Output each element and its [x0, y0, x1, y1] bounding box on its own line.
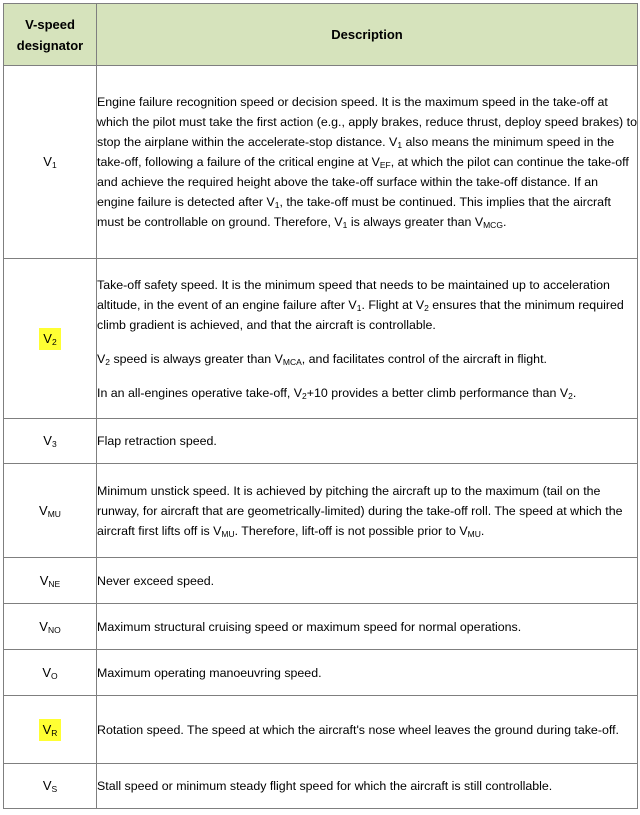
- description-text: . Therefore, lift-off is not possible prior to V: [234, 523, 468, 538]
- designator-cell: [4, 558, 97, 604]
- description-paragraph: [97, 275, 637, 335]
- designator-subscript: 3: [51, 439, 57, 449]
- designator-symbol: V: [39, 572, 49, 588]
- description-text: Maximum operating manoeuvring speed.: [97, 665, 322, 680]
- v-speed-table: [3, 3, 638, 809]
- designator-subscript: NO: [47, 624, 61, 635]
- description-text: +10 provides a better climb performance than V: [306, 385, 569, 400]
- description-text: Minimum unstick speed. It is achieved by pitching the aircraft up to the maximum (tail on the runway, for aircraft that are geometrically-limited) during the take-off roll. The speed at which the aircraft first lifts off is V: [97, 483, 623, 538]
- designator-symbol: V: [42, 778, 52, 793]
- description-text: .: [502, 215, 507, 229]
- description-text: also means the minimum speed in the take-off, following a failure of the critical engine at V: [97, 135, 615, 169]
- highlighted-designator: [39, 328, 60, 350]
- description-paragraph: [97, 571, 637, 591]
- designator-cell: [4, 419, 97, 464]
- designator: [38, 662, 61, 684]
- description-cell: [97, 464, 638, 558]
- description-text: ensures that the minimum required climb gradient is achieved, and that the aircraft is controllable.: [97, 297, 624, 332]
- table-row: [4, 650, 638, 696]
- designator-cell: [4, 464, 97, 558]
- designator: [39, 775, 61, 797]
- designator-subscript: R: [51, 727, 58, 738]
- description-text: Flap retraction speed.: [97, 434, 217, 448]
- designator-cell: [4, 604, 97, 650]
- table-row: [4, 558, 638, 604]
- description-text: .: [480, 523, 485, 538]
- description-paragraph: [97, 349, 637, 369]
- description-text: Stall speed or minimum steady flight speed for which the aircraft is still controllable.: [97, 779, 553, 793]
- description-text: Rotation speed. The speed at which the aircraft's nose wheel leaves the ground during take-off.: [97, 722, 619, 737]
- designator-cell: [4, 259, 97, 419]
- designator: [39, 430, 60, 452]
- description-subscript: 1: [274, 200, 280, 210]
- designator-subscript: 2: [51, 336, 57, 347]
- description-paragraph: [97, 776, 637, 796]
- description-subscript: 2: [302, 390, 307, 401]
- header-description: Description: [97, 4, 638, 66]
- designator-symbol: V: [43, 330, 52, 346]
- description-subscript: 2: [568, 390, 573, 401]
- designator-subscript: NE: [48, 578, 61, 589]
- designator-cell: [4, 66, 97, 259]
- table-header-row: [4, 4, 638, 66]
- description-paragraph: [97, 92, 637, 232]
- description-paragraph: [97, 383, 637, 403]
- designator-symbol: V: [39, 618, 48, 634]
- description-cell: [97, 764, 638, 809]
- table-row: [4, 419, 638, 464]
- designator-subscript: 1: [51, 160, 57, 170]
- description-subscript: 1: [356, 302, 362, 313]
- table-row: [4, 696, 638, 764]
- description-subscript: 2: [105, 356, 110, 367]
- designator-cell: [4, 764, 97, 809]
- description-text: V: [97, 351, 106, 366]
- designator-symbol: V: [43, 154, 52, 169]
- description-cell: [97, 558, 638, 604]
- designator-subscript: S: [51, 784, 58, 794]
- designator-symbol: V: [42, 664, 52, 680]
- designator: [39, 151, 60, 173]
- designator-symbol: V: [43, 433, 52, 448]
- designator-symbol: V: [42, 721, 52, 737]
- description-paragraph: [97, 481, 637, 541]
- description-text: , at which the pilot can continue the take-off and achieve the required height above the take-off surface within the take-off distance. If an engine failure is detected after V: [97, 155, 629, 209]
- designator: [35, 500, 65, 522]
- description-paragraph: [97, 720, 637, 740]
- description-text: Engine failure recognition speed or decision speed. It is the maximum speed in the take-off at which the pilot must take the first action (e.g., apply brakes, reduce thrust, deploy speed brakes) to stop the airplane within the accelerate-stop distance. V: [97, 95, 637, 149]
- description-cell: [97, 696, 638, 764]
- designator-cell: [4, 696, 97, 764]
- highlighted-designator: [39, 719, 62, 741]
- description-subscript: MU: [221, 528, 235, 539]
- description-subscript: EF: [379, 160, 391, 170]
- description-text: Take-off safety speed. It is the minimum speed that needs to be maintained up to acceleration altitude, in the event of an engine failure after V: [97, 277, 610, 312]
- description-subscript: MU: [467, 528, 481, 539]
- description-subscript: 1: [342, 220, 348, 230]
- description-paragraph: [97, 617, 637, 637]
- description-subscript: MCG: [483, 220, 503, 230]
- designator-subscript: O: [51, 670, 58, 681]
- description-subscript: 1: [397, 140, 403, 150]
- designator: [35, 616, 64, 638]
- description-cell: [97, 604, 638, 650]
- description-text: , and facilitates control of the aircraft in flight.: [301, 351, 547, 366]
- table-row: [4, 464, 638, 558]
- header-designator-line1: V-speed: [25, 16, 75, 32]
- designator-symbol: V: [39, 502, 48, 518]
- designator-subscript: MU: [47, 508, 61, 519]
- description-text: speed is always greater than V: [110, 351, 283, 366]
- description-subscript: 2: [424, 302, 429, 313]
- designator: [36, 570, 64, 592]
- description-cell: [97, 259, 638, 419]
- description-cell: [97, 419, 638, 464]
- description-text: In an all-engines operative take-off, V: [97, 385, 303, 400]
- description-cell: [97, 66, 638, 259]
- description-paragraph: [97, 663, 637, 683]
- description-cell: [97, 650, 638, 696]
- table-row: [4, 764, 638, 809]
- table-row: [4, 604, 638, 650]
- header-designator-line2: designator: [16, 37, 84, 53]
- description-text: is always greater than V: [347, 215, 484, 229]
- designator-cell: [4, 650, 97, 696]
- description-paragraph: [97, 431, 637, 451]
- description-text: Never exceed speed.: [97, 573, 215, 588]
- header-designator: [4, 4, 97, 66]
- description-text: . Flight at V: [361, 297, 425, 312]
- description-subscript: MCA: [282, 356, 302, 367]
- description-text: .: [572, 385, 577, 400]
- table-row: [4, 259, 638, 419]
- description-text: Maximum structural cruising speed or maximum speed for normal operations.: [97, 619, 522, 634]
- table-row: [4, 66, 638, 259]
- description-text: , the take-off must be continued. This implies that the aircraft must be controllable on ground. Therefore, V: [97, 195, 611, 229]
